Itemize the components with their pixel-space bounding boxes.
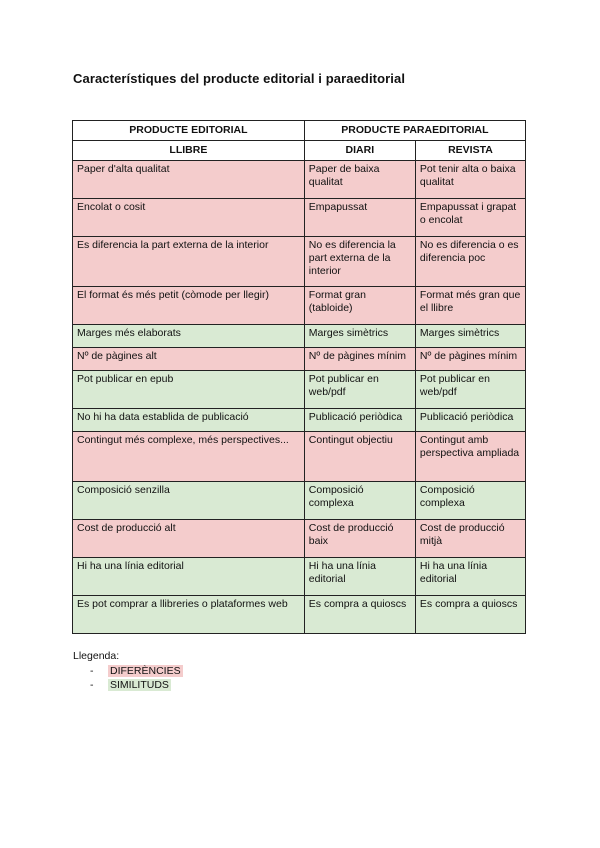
cell-diari: Marges simètrics bbox=[304, 325, 415, 348]
cell-diari: Hi ha una línia editorial bbox=[304, 558, 415, 596]
cell-revista: Hi ha una línia editorial bbox=[415, 558, 525, 596]
cell-revista: Marges simètrics bbox=[415, 325, 525, 348]
legend-bullet: - bbox=[90, 665, 94, 677]
cell-revista: No es diferencia o es diferencia poc bbox=[415, 237, 525, 287]
table-header-row-types bbox=[73, 141, 526, 161]
cell-diari: Contingut objectiu bbox=[304, 432, 415, 482]
cell-llibre: Hi ha una línia editorial bbox=[73, 558, 305, 596]
cell-revista: Nº de pàgines mínim bbox=[415, 348, 525, 371]
header-paraeditorial-product: PRODUCTE PARAEDITORIAL bbox=[304, 121, 525, 141]
cell-llibre: No hi ha data establida de publicació bbox=[73, 409, 305, 432]
table-header-row-groups bbox=[73, 121, 526, 141]
cell-diari: No es diferencia la part externa de la interior bbox=[304, 237, 415, 287]
cell-revista: Pot tenir alta o baixa qualitat bbox=[415, 161, 525, 199]
legend bbox=[73, 650, 183, 692]
legend-label-similarities: SIMILITUDS bbox=[110, 679, 169, 691]
cell-revista: Pot publicar en web/pdf bbox=[415, 371, 525, 409]
cell-revista: Empapussat i grapat o encolat bbox=[415, 199, 525, 237]
table-row bbox=[73, 348, 526, 371]
cell-llibre: Es pot comprar a llibreries o plataformes web bbox=[73, 596, 305, 634]
table-body bbox=[73, 161, 526, 634]
table-row bbox=[73, 520, 526, 558]
header-diari: DIARI bbox=[304, 141, 415, 161]
cell-llibre: Cost de producció alt bbox=[73, 520, 305, 558]
header-llibre: LLIBRE bbox=[73, 141, 305, 161]
cell-revista: Contingut amb perspectiva ampliada bbox=[415, 432, 525, 482]
cell-diari: Format gran (tabloide) bbox=[304, 287, 415, 325]
cell-diari: Es compra a quioscs bbox=[304, 596, 415, 634]
table-row bbox=[73, 161, 526, 199]
cell-revista: Es compra a quioscs bbox=[415, 596, 525, 634]
header-revista: REVISTA bbox=[415, 141, 525, 161]
legend-item-differences bbox=[90, 664, 183, 678]
table-row bbox=[73, 199, 526, 237]
cell-llibre: Paper d'alta qualitat bbox=[73, 161, 305, 199]
cell-llibre: El format és més petit (còmode per llegir) bbox=[73, 287, 305, 325]
legend-item-similarities bbox=[90, 678, 183, 692]
table-row bbox=[73, 596, 526, 634]
table-row bbox=[73, 287, 526, 325]
header-editorial-product: PRODUCTE EDITORIAL bbox=[73, 121, 305, 141]
cell-diari: Paper de baixa qualitat bbox=[304, 161, 415, 199]
cell-revista: Cost de producció mitjà bbox=[415, 520, 525, 558]
cell-llibre: Marges més elaborats bbox=[73, 325, 305, 348]
cell-llibre: Encolat o cosit bbox=[73, 199, 305, 237]
cell-llibre: Pot publicar en epub bbox=[73, 371, 305, 409]
cell-llibre: Nº de pàgines alt bbox=[73, 348, 305, 371]
page-title: Característiques del producte editorial i paraeditorial bbox=[73, 71, 406, 86]
cell-revista: Format més gran que el llibre bbox=[415, 287, 525, 325]
table-row bbox=[73, 558, 526, 596]
table-row bbox=[73, 432, 526, 482]
cell-llibre: Composició senzilla bbox=[73, 482, 305, 520]
table-row bbox=[73, 482, 526, 520]
legend-title: Llegenda: bbox=[73, 650, 120, 662]
cell-diari: Publicació periòdica bbox=[304, 409, 415, 432]
cell-revista: Composició complexa bbox=[415, 482, 525, 520]
table-row bbox=[73, 237, 526, 287]
table-row bbox=[73, 371, 526, 409]
cell-llibre: Contingut més complexe, més perspectives... bbox=[73, 432, 305, 482]
legend-label-differences: DIFERÈNCIES bbox=[110, 665, 181, 677]
cell-diari: Cost de producció baix bbox=[304, 520, 415, 558]
cell-diari: Nº de pàgines mínim bbox=[304, 348, 415, 371]
cell-diari: Composició complexa bbox=[304, 482, 415, 520]
cell-diari: Empapussat bbox=[304, 199, 415, 237]
cell-diari: Pot publicar en web/pdf bbox=[304, 371, 415, 409]
comparison-table bbox=[72, 120, 526, 634]
legend-bullet: - bbox=[90, 679, 94, 691]
cell-llibre: Es diferencia la part externa de la interior bbox=[73, 237, 305, 287]
table-row bbox=[73, 409, 526, 432]
table-row bbox=[73, 325, 526, 348]
cell-revista: Publicació periòdica bbox=[415, 409, 525, 432]
